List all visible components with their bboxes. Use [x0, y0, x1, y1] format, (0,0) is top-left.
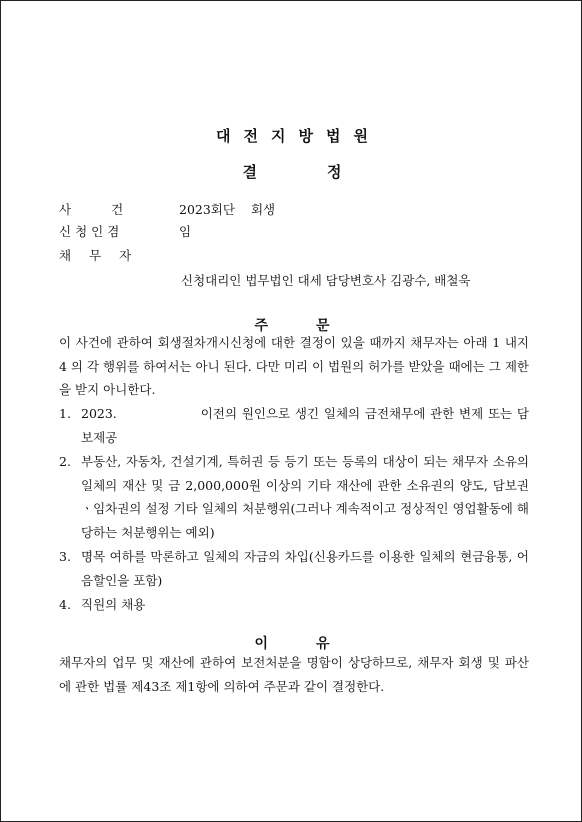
court-name: 대전지방법원	[216, 127, 381, 145]
order-section-title: 주문	[254, 318, 378, 334]
item-number: 1.	[59, 406, 71, 421]
item-text-continued: 이전의 원인으로 생긴 일체의 금전채무에 관한 변제 또는 담보제공	[81, 406, 529, 445]
item-text: 명목 여하를 막론하고 일체의 자금의 차입(신용카드를 이용한 일체의 현금융통, 어음할인을 포함)	[81, 549, 529, 588]
reason-text: 채무자의 업무 및 재산에 관하여 보전처분을 명함이 상당하므로, 채무자 회생 및 파산에 관한 법률 제43조 제1항에 의하여 주문과 같이 결정한다.	[59, 655, 529, 694]
item-text: 2023.	[81, 406, 117, 421]
case-type: 회생	[250, 202, 276, 217]
list-item	[59, 402, 529, 449]
party-value	[179, 200, 275, 218]
item-text: 직원의 채용	[81, 597, 146, 612]
case-number: 2023회단	[179, 202, 235, 217]
party-row-debtor	[59, 246, 179, 264]
list-item	[59, 545, 529, 592]
item-number: 4.	[59, 597, 71, 612]
applicant-name: 임	[179, 224, 192, 239]
item-number: 2.	[59, 454, 71, 469]
item-text: 부동산, 자동차, 건설기계, 특허권 등 등기 또는 등록의 대상이 되는 채무자 소유의 일체의 재산 및 금 2,000,000원 이상의 기타 재산에 관한 소유권의 양도, 담보권ㆍ임차권의 설정 기타 일체의 처분행위(그러나 계속적이고 정상적인 영업활동에 해당하는 처분행위는 예외)	[81, 454, 529, 540]
party-label: 신청인겸	[59, 224, 124, 239]
party-label: 채무자	[59, 248, 150, 263]
item-number: 3.	[59, 549, 71, 564]
agent-line: 신청대리인 법무법인 대세 담당변호사 김광수, 배철욱	[181, 273, 471, 288]
document-type: 결정	[242, 163, 412, 181]
list-item	[59, 593, 529, 617]
party-row-applicant	[59, 222, 191, 240]
party-label: 사건	[59, 202, 164, 217]
reason-section-title: 이유	[254, 636, 378, 652]
party-value	[179, 222, 191, 240]
order-items-list	[59, 402, 529, 617]
order-intro: 이 사건에 관하여 회생절차개시신청에 대한 결정이 있을 때까지 채무자는 아래 1 내지 4 의 각 행위를 하여서는 아니 된다. 다만 미리 이 법원의 허가를 받았을 때에는 그 제한을 받지 아니한다.	[59, 335, 530, 397]
party-row-case	[59, 200, 275, 218]
list-item	[59, 450, 529, 544]
